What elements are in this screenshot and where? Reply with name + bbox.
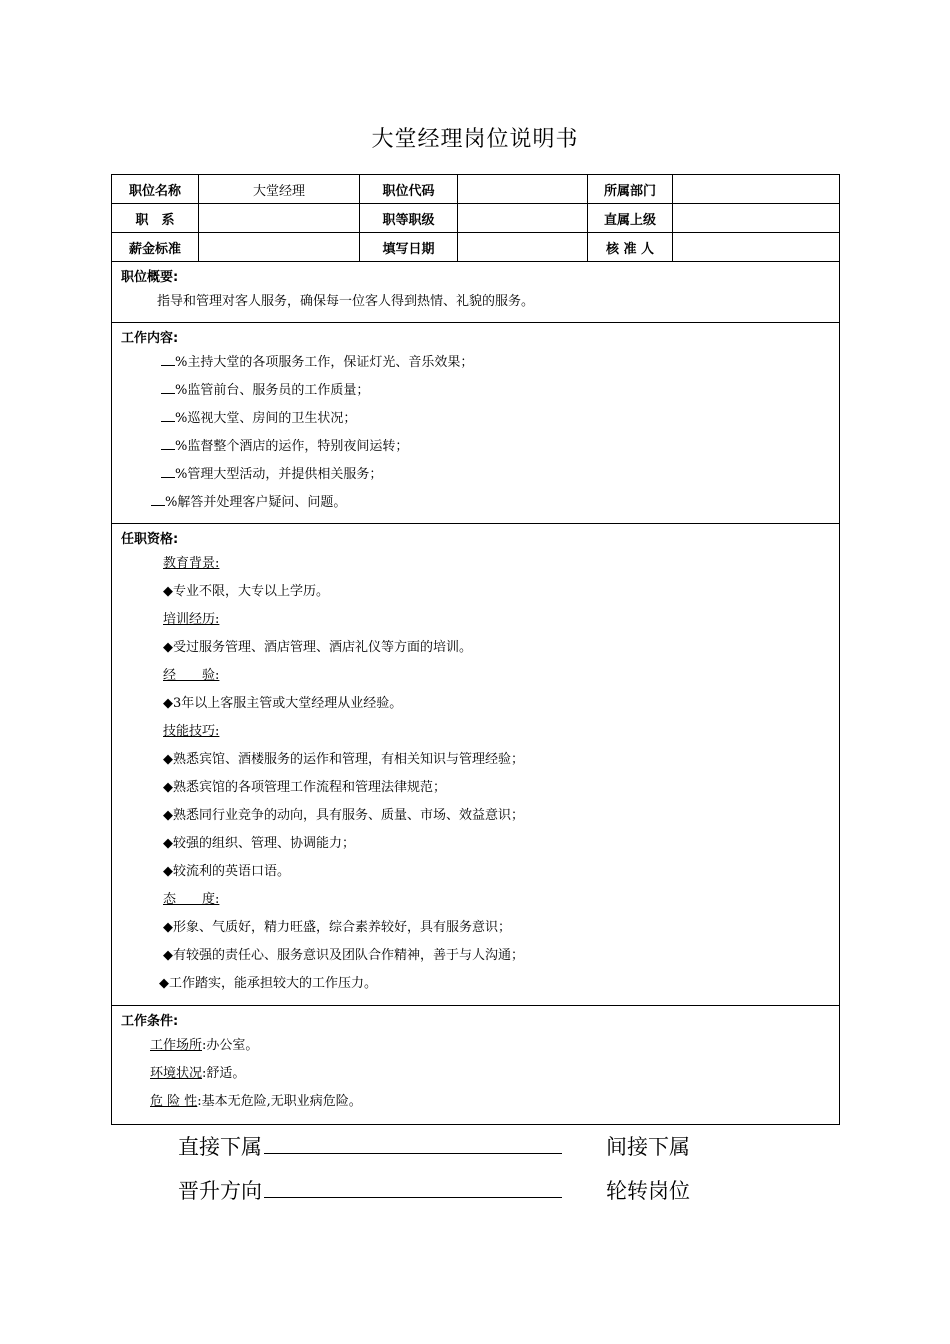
duty-item bbox=[121, 461, 839, 489]
qual-item: ◆3年以上客服主管或大堂经理从业经验。 bbox=[163, 696, 403, 711]
job-description-table bbox=[111, 174, 840, 1125]
qual-heading-skills bbox=[121, 718, 839, 746]
qual-item: ◆工作踏实，能承担较大的工作压力。 bbox=[159, 976, 377, 991]
duty-item bbox=[121, 349, 839, 377]
condition-item bbox=[121, 1088, 839, 1116]
duty-text: %巡视大堂、房间的卫生状况； bbox=[175, 411, 357, 426]
duty-blank[interactable] bbox=[151, 491, 165, 506]
position-name-label: 职位名称 bbox=[112, 175, 199, 204]
environment-label: 环境状况 bbox=[150, 1066, 203, 1081]
promotion-label: 晋升方向 bbox=[178, 1179, 262, 1203]
qual-item: ◆熟悉宾馆的各项管理工作流程和管理法律规范； bbox=[163, 780, 446, 795]
qual-item: ◆较流利的英语口语。 bbox=[163, 864, 290, 879]
hazard-label: 危 险 性 bbox=[150, 1094, 198, 1109]
salary-value[interactable] bbox=[199, 233, 360, 262]
qual-item: ◆熟悉宾馆、酒楼服务的运作和管理，有相关知识与管理经验； bbox=[163, 752, 524, 767]
position-code-value[interactable] bbox=[458, 175, 588, 204]
duty-item bbox=[121, 377, 839, 405]
duty-blank[interactable] bbox=[161, 463, 175, 478]
attitude-heading: 态 度: bbox=[163, 892, 220, 907]
grade-level-value[interactable] bbox=[458, 204, 588, 233]
conditions-row bbox=[112, 1006, 840, 1125]
qualifications-title: 任职资格: bbox=[121, 532, 179, 547]
duty-blank[interactable] bbox=[161, 379, 175, 394]
salary-label: 薪金标准 bbox=[112, 233, 199, 262]
department-label: 所属部门 bbox=[588, 175, 673, 204]
duty-text: %监督整个酒店的运作，特别夜间运转； bbox=[175, 439, 409, 454]
condition-item bbox=[121, 1060, 839, 1088]
qualifications-section bbox=[112, 524, 840, 1006]
position-code-label: 职位代码 bbox=[360, 175, 458, 204]
conditions-section bbox=[112, 1006, 840, 1125]
duty-item bbox=[121, 433, 839, 461]
duties-title: 工作内容: bbox=[121, 331, 179, 346]
promotion-line bbox=[178, 1175, 562, 1205]
duty-blank[interactable] bbox=[161, 407, 175, 422]
indirect-subordinates-label: 间接下属 bbox=[606, 1135, 690, 1159]
grade-level-label: 职等职级 bbox=[360, 204, 458, 233]
duty-text: %管理大型活动，并提供相关服务； bbox=[175, 467, 383, 482]
qual-heading-training bbox=[121, 606, 839, 634]
hazard-value: :基本无危险,无职业病危险。 bbox=[197, 1094, 362, 1109]
qual-heading-education bbox=[121, 550, 839, 578]
duty-item bbox=[121, 489, 839, 517]
duty-blank[interactable] bbox=[161, 351, 175, 366]
education-heading: 教育背景: bbox=[163, 556, 220, 571]
duties-row bbox=[112, 323, 840, 524]
fill-date-value[interactable] bbox=[458, 233, 588, 262]
qual-item: ◆专业不限，大专以上学历。 bbox=[163, 584, 329, 599]
job-family-value[interactable] bbox=[199, 204, 360, 233]
qual-item: ◆受过服务管理、酒店管理、酒店礼仪等方面的培训。 bbox=[163, 640, 472, 655]
workplace-value: :办公室。 bbox=[202, 1038, 259, 1053]
qualifications-row bbox=[112, 524, 840, 1006]
fill-date-label: 填写日期 bbox=[360, 233, 458, 262]
department-value[interactable] bbox=[673, 175, 840, 204]
direct-subordinates-blank[interactable] bbox=[264, 1133, 562, 1154]
duty-text: %主持大堂的各项服务工作，保证灯光、音乐效果； bbox=[175, 355, 474, 370]
overview-row bbox=[112, 262, 840, 323]
page-title: 大堂经理岗位说明书 bbox=[371, 127, 579, 152]
duty-text: %监管前台、服务员的工作质量； bbox=[175, 383, 370, 398]
qual-item: ◆熟悉同行业竞争的动向，具有服务、质量、市场、效益意识； bbox=[163, 808, 524, 823]
overview-section bbox=[112, 262, 840, 323]
header-row-3 bbox=[112, 233, 840, 262]
rotation-label: 轮转岗位 bbox=[606, 1179, 690, 1203]
position-name-value[interactable]: 大堂经理 bbox=[199, 175, 360, 204]
header-row-2 bbox=[112, 204, 840, 233]
supervisor-label: 直属上级 bbox=[588, 204, 673, 233]
approver-value[interactable] bbox=[673, 233, 840, 262]
duty-item bbox=[121, 405, 839, 433]
workplace-label: 工作场所 bbox=[150, 1038, 203, 1053]
qual-item: ◆形象、气质好，精力旺盛，综合素养较好，具有服务意识； bbox=[163, 920, 511, 935]
supervisor-value[interactable] bbox=[673, 204, 840, 233]
qual-heading-experience bbox=[121, 662, 839, 690]
duty-blank[interactable] bbox=[161, 435, 175, 450]
conditions-title: 工作条件: bbox=[121, 1014, 179, 1029]
promotion-blank[interactable] bbox=[264, 1177, 562, 1198]
direct-subordinates-line bbox=[178, 1131, 562, 1161]
training-heading: 培训经历: bbox=[163, 612, 220, 627]
qual-heading-attitude bbox=[121, 886, 839, 914]
job-family-label: 职 系 bbox=[112, 204, 199, 233]
qual-item: ◆较强的组织、管理、协调能力； bbox=[163, 836, 355, 851]
skills-heading: 技能技巧: bbox=[163, 724, 220, 739]
approver-label: 核 准 人 bbox=[588, 233, 673, 262]
overview-text: 指导和管理对客人服务，确保每一位客人得到热情、礼貌的服务。 bbox=[157, 294, 535, 309]
overview-title: 职位概要: bbox=[121, 270, 179, 285]
condition-item bbox=[121, 1032, 839, 1060]
direct-subordinates-label: 直接下属 bbox=[178, 1135, 262, 1159]
header-row-1 bbox=[112, 175, 840, 204]
duty-text: %解答并处理客户疑问、问题。 bbox=[165, 495, 347, 510]
environment-value: :舒适。 bbox=[202, 1066, 246, 1081]
qual-item: ◆有较强的责任心、服务意识及团队合作精神，善于与人沟通； bbox=[163, 948, 524, 963]
experience-heading: 经 验: bbox=[163, 668, 220, 683]
duties-section bbox=[112, 323, 840, 524]
